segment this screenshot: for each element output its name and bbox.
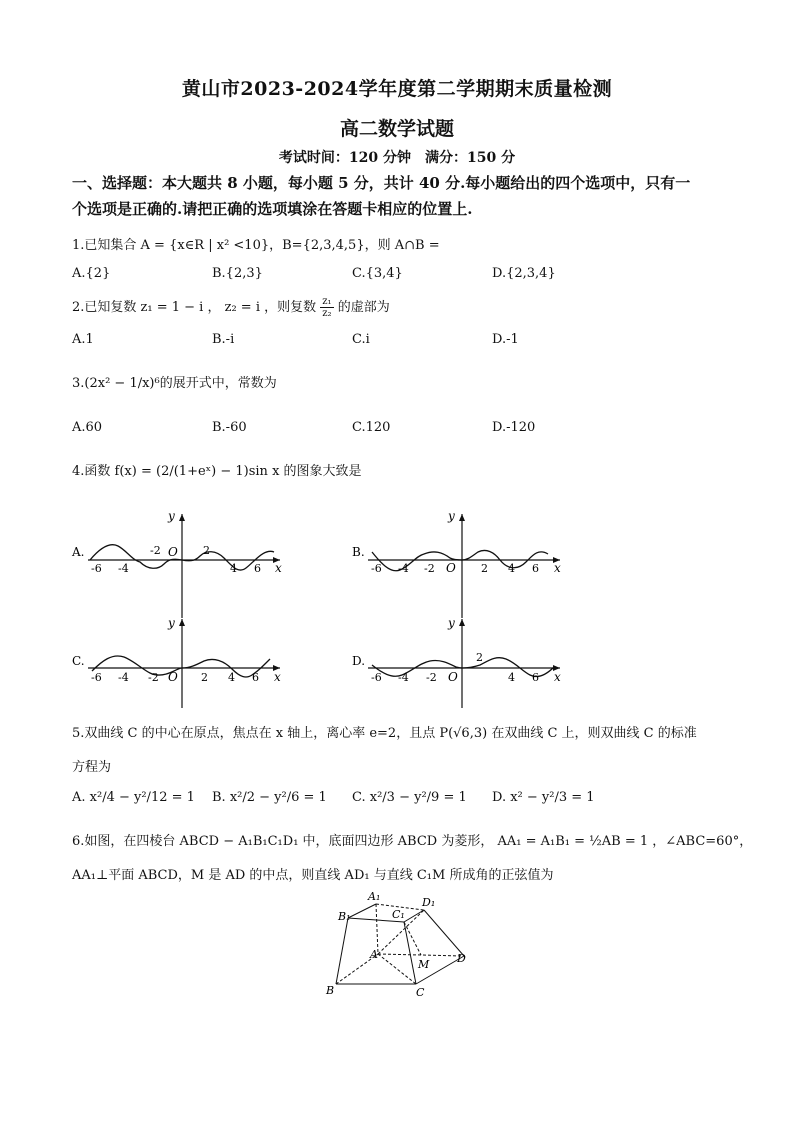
segment-c1m xyxy=(404,922,421,955)
graph-c-y-arrow xyxy=(179,619,185,626)
graph-d-label: D. xyxy=(352,654,366,668)
graph-c-tick: 4 xyxy=(228,671,235,684)
graph-c-tick: -2 xyxy=(148,671,159,684)
q6-stem-line1: 6.如图，在四棱台 ABCD − A₁B₁C₁D₁ 中，底面四边形 ABCD 为菱形， AA₁ = A₁B₁ = ½AB = 1 ，∠ABC=60°， xyxy=(72,834,753,849)
graph-b xyxy=(352,509,561,618)
q6-stem-line2: AA₁⊥平面 ABCD，M 是 AD 的中点，则直线 AD₁ 与直线 C₁M 所成角的正弦值为 xyxy=(72,868,554,883)
label-a1: A₁ xyxy=(368,890,381,903)
graph-b-tick: 6 xyxy=(532,562,539,575)
label-d1: D₁ xyxy=(422,896,436,909)
label-d: D xyxy=(457,952,466,965)
q2-option-d: D.-1 xyxy=(492,332,519,347)
graph-b-x-label: x xyxy=(554,561,561,575)
label-b1: B₁ xyxy=(338,910,351,923)
q3-stem: 3.(2x² − 1/x)⁶的展开式中，常数为 xyxy=(72,376,277,391)
graph-c-origin: O xyxy=(168,670,178,684)
graph-d-y-arrow xyxy=(459,619,465,626)
q2-option-a: A.1 xyxy=(72,332,94,347)
q1-option-a: A.{2} xyxy=(72,266,111,281)
q5-option-d: D. x² − y²/3 = 1 xyxy=(492,790,595,805)
edge-c1c xyxy=(404,922,416,984)
q5-option-b: B. x²/2 − y²/6 = 1 xyxy=(212,790,327,805)
graph-a-tick: -2 xyxy=(150,544,161,557)
graph-a-label: A. xyxy=(72,545,85,559)
q2-frac-num: z₁ xyxy=(322,296,332,307)
graph-d-origin: O xyxy=(448,670,458,684)
graph-a xyxy=(71,509,282,618)
q5-option-a: A. x²/4 − y²/12 = 1 xyxy=(72,790,195,805)
edge-c1d1 xyxy=(404,910,424,922)
q4-stem-post: 的图象大致是 xyxy=(283,464,362,479)
section-heading-line2: 个选项是正确的.请把正确的选项填涂在答题卡相应的位置上. xyxy=(72,200,473,218)
exam-subtitle: 高二数学试题 xyxy=(339,118,454,140)
graph-d-y-label: y xyxy=(448,616,455,630)
graph-c-tick: 2 xyxy=(201,671,208,684)
graph-c-label: C. xyxy=(72,654,85,668)
graph-a-tick: 6 xyxy=(254,562,261,575)
label-c1: C₁ xyxy=(392,908,405,921)
q2-fraction xyxy=(320,296,333,319)
q1-stem: 1.已知集合 A = {x∈R | x² <10}，B={2,3,4,5}，则 A∩B = xyxy=(72,238,440,253)
graph-d-tick: -6 xyxy=(371,671,382,684)
edge-b1b xyxy=(336,918,348,984)
q2-option-b: B.-i xyxy=(212,332,235,347)
q3-stem-post: 的展开式中，常数为 xyxy=(159,376,277,391)
graph-d-tick: 2 xyxy=(476,651,483,664)
q1-option-c: C.{3,4} xyxy=(352,266,403,281)
exam-title: 黄山市2023-2024学年度第二学期期末质量检测 xyxy=(181,78,613,100)
graph-c-x-label: x xyxy=(274,670,281,684)
q3-option-d: D.-120 xyxy=(492,420,536,435)
graph-a-y-label: y xyxy=(168,509,175,523)
graph-b-y-label: y xyxy=(448,509,455,523)
graph-d-x-label: x xyxy=(554,670,561,684)
segment-ac xyxy=(378,954,416,984)
graph-d-tick: 4 xyxy=(508,671,515,684)
graph-c xyxy=(72,616,281,708)
graph-a-tick: -6 xyxy=(91,562,102,575)
graph-d xyxy=(352,616,561,708)
q1-option-d: D.{2,3,4} xyxy=(492,266,556,281)
edge-d1d xyxy=(424,910,464,956)
graph-d-tick: -2 xyxy=(426,671,437,684)
label-c: C xyxy=(416,986,425,999)
graph-b-tick: -4 xyxy=(398,562,409,575)
exam-info: 考试时间：120 分钟 满分：150 分 xyxy=(278,150,516,166)
q5-stem-line1: 5.双曲线 C 的中心在原点，焦点在 x 轴上，离心率 e=2，且点 P(√6,3) 在双曲线 C 上，则双曲线 C 的标准 xyxy=(72,726,697,741)
q5-stem-line2: 方程为 xyxy=(72,760,112,775)
q2-option-c: C.i xyxy=(352,332,370,347)
q4-expression: (2/(1+eˣ) − 1)sin x xyxy=(156,464,280,479)
q6-frustum-figure xyxy=(318,888,478,1000)
graph-c-y-label: y xyxy=(168,616,175,630)
q2-stem xyxy=(72,296,390,319)
q4-stem xyxy=(72,460,362,479)
q5-option-c: C. x²/3 − y²/9 = 1 xyxy=(352,790,467,805)
graph-c-tick: 6 xyxy=(252,671,259,684)
graph-b-y-arrow xyxy=(459,514,465,521)
graph-b-label: B. xyxy=(352,545,365,559)
edge-a1b1 xyxy=(348,904,376,918)
graph-d-tick: 6 xyxy=(532,671,539,684)
graph-c-tick: -4 xyxy=(118,671,129,684)
label-a: A xyxy=(370,948,378,961)
section-heading-line1: 一、选择题：本大题共 8 小题，每小题 5 分，共计 40 分.每小题给出的四个选项中，只有一 xyxy=(72,174,691,192)
graph-b-origin: O xyxy=(446,561,456,575)
graph-b-tick: -2 xyxy=(424,562,435,575)
graph-c-tick: -6 xyxy=(91,671,102,684)
q2-stem-pre: 2.已知复数 z₁ = 1 − i ， z₂ = i ，则复数 xyxy=(72,300,317,315)
q3-option-b: B.-60 xyxy=(212,420,247,435)
graph-b-tick: 4 xyxy=(508,562,515,575)
graph-a-tick: 2 xyxy=(203,544,210,557)
q2-stem-post: 的虚部为 xyxy=(337,300,390,315)
graph-a-tick: -4 xyxy=(118,562,129,575)
q3-option-c: C.120 xyxy=(352,420,391,435)
q3-expression: (2x² − 1/x)⁶ xyxy=(84,376,160,391)
edge-a1a xyxy=(376,904,378,954)
graph-a-origin: O xyxy=(168,545,178,559)
graph-a-x-label: x xyxy=(275,561,282,575)
graph-a-tick: 4 xyxy=(230,562,237,575)
label-m: M xyxy=(418,958,430,971)
q2-frac-den: z₂ xyxy=(322,308,332,319)
q1-option-b: B.{2,3} xyxy=(212,266,263,281)
graph-a-y-arrow xyxy=(179,514,185,521)
label-b: B xyxy=(326,984,335,997)
graph-b-tick: 2 xyxy=(481,562,488,575)
q4-graphs xyxy=(70,508,710,708)
q4-stem-pre: 4.函数 f(x) = xyxy=(72,464,152,479)
graph-b-tick: -6 xyxy=(371,562,382,575)
graph-d-tick: -4 xyxy=(398,671,409,684)
q3-option-a: A.60 xyxy=(72,420,103,435)
